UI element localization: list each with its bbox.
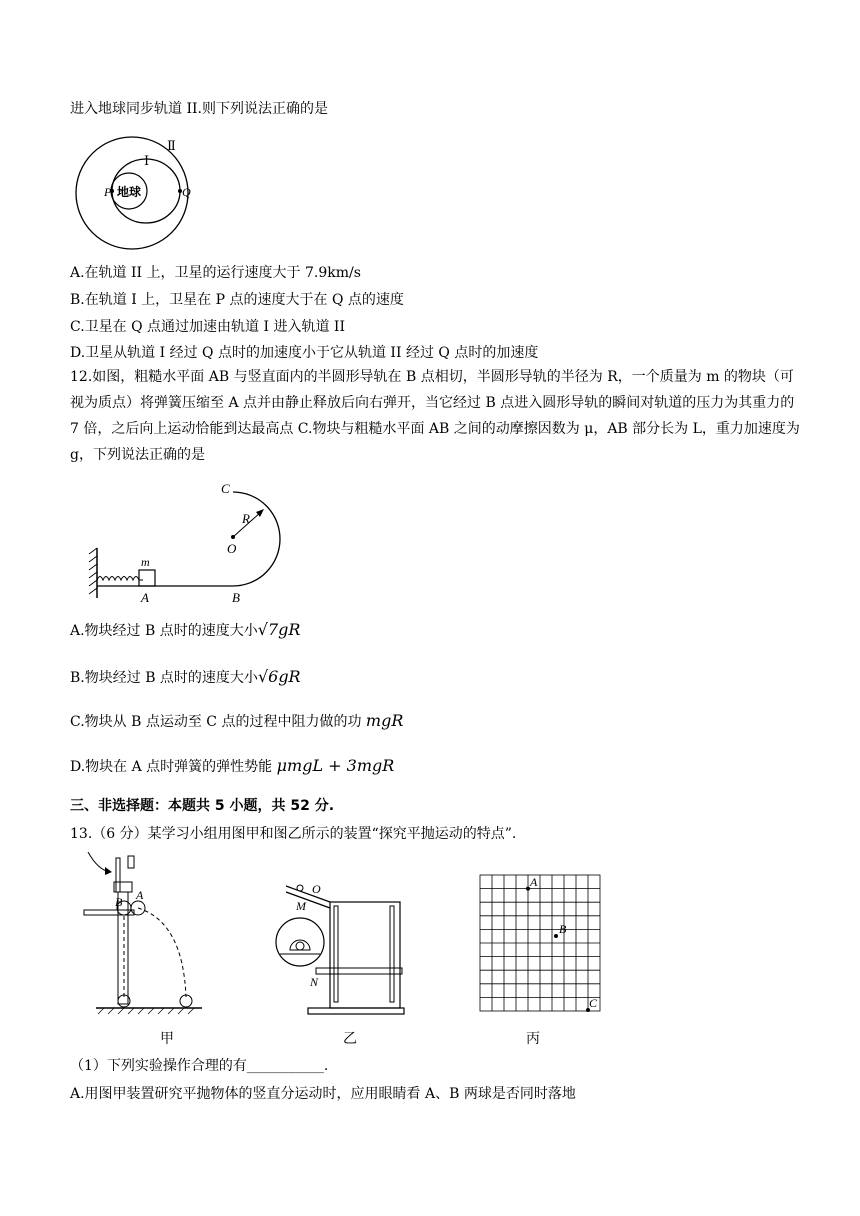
q12-option-b: B.物块经过 B 点时的速度大小√6gR	[70, 667, 301, 686]
figure-jia	[78, 852, 208, 1022]
track-figure	[85, 476, 300, 606]
caption-jia: 甲	[160, 1031, 174, 1047]
label-A: A	[141, 590, 149, 605]
section-title: 三、非选择题：本题共 5 小题，共 52 分.	[70, 798, 335, 814]
caption-bing: 丙	[526, 1031, 540, 1047]
q11-option-d: D.卫星从轨道 I 经过 Q 点时的加速度小于它从轨道 II 经过 Q 点时的加速度	[70, 345, 539, 361]
label-bing-A: A	[530, 875, 538, 889]
figure-bing-grid	[478, 873, 606, 1013]
q11-option-c: C.卫星在 Q 点通过加速由轨道 I 进入轨道 II	[70, 319, 345, 335]
orbit-figure	[68, 135, 198, 255]
label-jia-B: B	[115, 895, 123, 909]
q12-option-d: D.物块在 A 点时弹簧的弹性势能 μmgL + 3mgR	[70, 756, 395, 775]
label-orbit-I: Ⅰ	[144, 153, 150, 168]
q12-option-a: A.物块经过 B 点时的速度大小√7gR	[70, 620, 301, 639]
q11-intro: 进入地球同步轨道 II.则下列说法正确的是	[70, 101, 328, 117]
label-yi-O: O	[312, 882, 321, 896]
label-earth: 地球	[117, 185, 142, 199]
label-orbit-II: Ⅱ	[167, 138, 176, 153]
label-m: m	[141, 555, 150, 569]
caption-yi: 乙	[343, 1031, 357, 1047]
q13-sub1: （1）下列实验操作合理的有___________.	[70, 1058, 329, 1074]
label-Q: Q	[182, 185, 191, 199]
label-yi-M: M	[296, 899, 306, 913]
q12-option-c: C.物块从 B 点运动至 C 点的过程中阻力做的功 mgR	[70, 711, 404, 730]
label-O: O	[227, 541, 237, 556]
label-P: P	[104, 185, 112, 199]
label-bing-B: B	[559, 922, 567, 936]
figure-yi	[272, 880, 412, 1018]
label-jia-A: A	[136, 888, 144, 902]
q13-stem: 13.（6 分）某学习小组用图甲和图乙所示的装置“探究平抛运动的特点”.	[70, 826, 517, 842]
q12-stem: 12.如图，粗糙水平面 AB 与竖直面内的半圆形导轨在 B 点相切，半圆形导轨的半径为 R，一个质量为 m 的物块（可视为质点）将弹簧压缩至 A 点并由静止释放后向右弹开，当它经过 B 点进入圆形导轨的瞬间对轨道的压力为其重力的 7 倍，之后向上运动恰能到达最高点 C.物块与粗糙水平面 AB 之间的动摩擦因数为 μ，AB 部分长为 L，重力加速度为 g，下列说法正确的是	[70, 369, 800, 463]
label-bing-C: C	[589, 996, 598, 1010]
q13-option-a: A.用图甲装置研究平抛物体的竖直分运动时，应用眼睛看 A、B 两球是否同时落地	[70, 1086, 576, 1102]
label-B: B	[232, 590, 240, 605]
label-R: R	[242, 511, 250, 526]
q11-option-b: B.在轨道 I 上，卫星在 P 点的速度大于在 Q 点的速度	[70, 292, 404, 308]
label-C: C	[221, 481, 230, 496]
q11-option-a: A.在轨道 II 上，卫星的运行速度大于 7.9km/s	[70, 265, 361, 281]
label-yi-N: N	[310, 975, 319, 989]
